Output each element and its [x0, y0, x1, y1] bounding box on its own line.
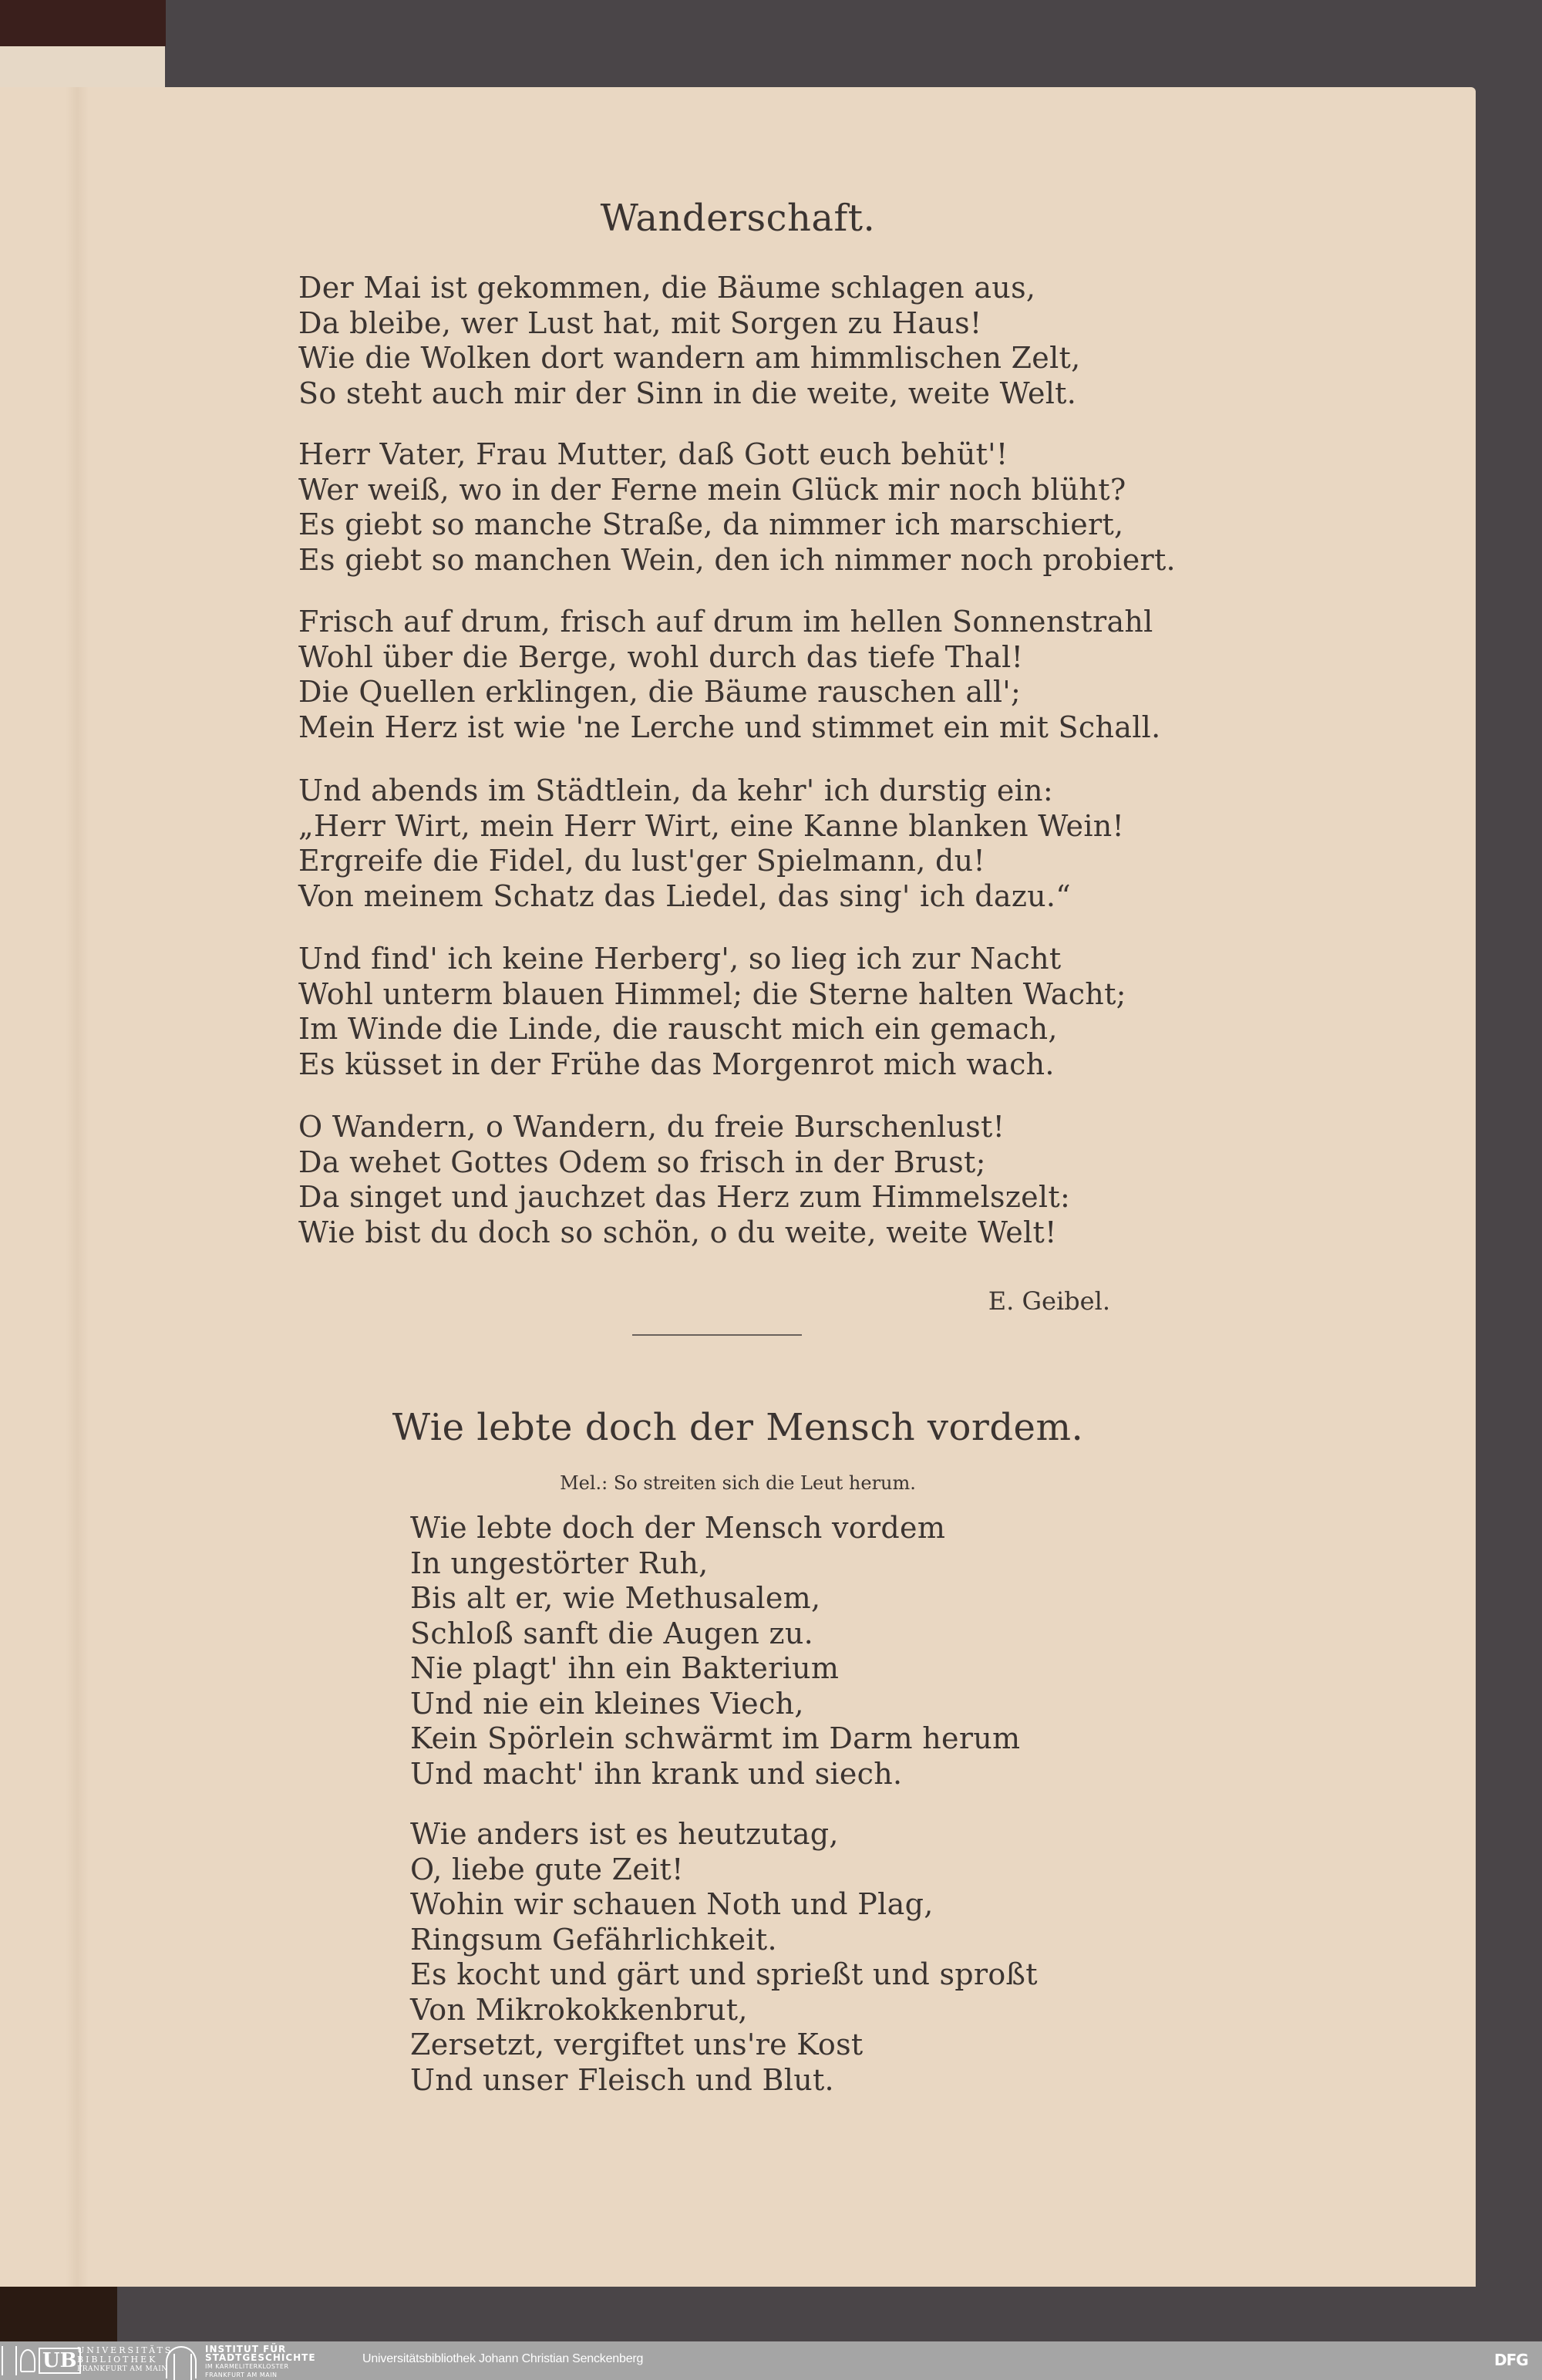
book-page — [0, 87, 1476, 2287]
verse-line: Und find' ich keine Herberg', so lieg ich zur Nacht — [298, 942, 1062, 976]
poem-author: E. Geibel. — [988, 1286, 1110, 1316]
ub-building-icon — [2, 2346, 17, 2375]
verse-line: Im Winde die Linde, die rauscht mich ein gemach, — [298, 1012, 1058, 1046]
verse-line: O Wandern, o Wandern, du freie Burschenlust! — [298, 1110, 1005, 1144]
ub-letters: UB — [39, 2348, 81, 2374]
verse-line: Wohin wir schauen Noth und Plag, — [410, 1887, 934, 1921]
poem-title: Wie lebte doch der Mensch vordem. — [392, 1406, 1084, 1449]
ub-line3: FRANKFURT AM MAIN — [77, 2365, 168, 2373]
verse-line: Ringsum Gefährlichkeit. — [410, 1922, 777, 1957]
verse-line: O, liebe gute Zeit! — [410, 1852, 684, 1886]
verse-line: Ergreife die Fidel, du lust'ger Spielmann, du! — [298, 844, 985, 878]
verse-line: Es küsset in der Frühe das Morgenrot mich wach. — [298, 1047, 1055, 1081]
poem-stanza — [298, 1110, 1070, 1250]
isg-line1: INSTITUT FÜR — [205, 2344, 287, 2355]
verse-line: Da bleibe, wer Lust hat, mit Sorgen zu Haus! — [298, 305, 982, 340]
poem-stanza — [410, 1817, 1038, 2098]
isg-logo-text — [205, 2345, 316, 2379]
verse-line: Mein Herz ist wie 'ne Lerche und stimmet ein mit Schall. — [298, 710, 1161, 744]
book-binding-top — [0, 0, 166, 46]
previous-page-edge — [0, 46, 165, 88]
isg-line2: STADTGESCHICHTE — [205, 2352, 316, 2363]
verse-line: Da singet und jauchzet das Herz zum Himmelszelt: — [298, 1180, 1071, 1214]
verse-line: So steht auch mir der Sinn in die weite, weite Welt. — [298, 376, 1077, 410]
page-gutter — [66, 87, 89, 2287]
verse-line: Wer weiß, wo in der Ferne mein Glück mir noch blüht? — [298, 472, 1126, 507]
isg-line4: FRANKFURT AM MAIN — [205, 2372, 278, 2378]
verse-line: Herr Vater, Frau Mutter, daß Gott euch behüt'! — [298, 437, 1008, 471]
verse-line: Da wehet Gottes Odem so frisch in der Brust; — [298, 1144, 986, 1179]
dfg-logo[interactable]: DFG — [1494, 2351, 1528, 2369]
verse-line: Wie die Wolken dort wandern am himmlischen Zelt, — [298, 341, 1081, 375]
poem-stanza — [298, 605, 1160, 745]
ub-line2: BIBLIOTHEK — [77, 2355, 158, 2365]
poem-stanza — [298, 437, 1176, 578]
ub-line1: UNIVERSITÄTS — [77, 2345, 173, 2355]
verse-line: „Herr Wirt, mein Herr Wirt, eine Kanne blanken Wein! — [298, 808, 1125, 843]
verse-line: Von meinem Schatz das Liedel, das sing' ich dazu.“ — [298, 878, 1072, 913]
isg-line3: IM KARMELITERKLOSTER — [205, 2363, 289, 2370]
verse-line: Wohl unterm blauen Himmel; die Sterne halten Wacht; — [298, 976, 1126, 1011]
verse-line: Kein Spörlein schwärmt im Darm herum — [410, 1721, 1021, 1755]
verse-line: Und abends im Städtlein, da kehr' ich durstig ein: — [298, 774, 1053, 807]
poem-stanza — [298, 774, 1124, 914]
verse-line: Schloß sanft die Augen zu. — [410, 1616, 814, 1650]
ub-logo[interactable] — [2, 2345, 81, 2376]
poem-title: Wanderschaft. — [600, 197, 876, 240]
verse-line: Der Mai ist gekommen, die Bäume schlagen aus, — [298, 271, 1036, 305]
library-name: Universitätsbibliothek Johann Christian Senckenberg — [362, 2352, 644, 2365]
poem-stanza — [298, 942, 1126, 1082]
footer-bar — [0, 2341, 1542, 2380]
arch-icon[interactable] — [166, 2346, 197, 2378]
verse-line: Die Quellen erklingen, die Bäume rauschen all'; — [298, 675, 1022, 709]
verse-line: Bis alt er, wie Methusalem, — [410, 1581, 821, 1615]
verse-line: Es kocht und gärt und sprießt und sproßt — [410, 1957, 1038, 1991]
portrait-icon — [20, 2349, 35, 2372]
verse-line: Wohl über die Berge, wohl durch das tiefe Thal! — [298, 639, 1024, 674]
verse-line: Frisch auf drum, frisch auf drum im hellen Sonnenstrahl — [298, 605, 1153, 639]
verse-line: In ungestörter Ruh, — [410, 1546, 709, 1580]
ub-logo-text — [77, 2346, 173, 2374]
verse-line: Und unser Fleisch und Blut. — [410, 2062, 834, 2097]
verse-line: Und macht' ihn krank und siech. — [410, 1756, 903, 1791]
verse-line: Von Mikrokokkenbrut, — [410, 1992, 748, 2027]
poem-stanza — [410, 1511, 1020, 1792]
verse-line: Und nie ein kleines Viech, — [410, 1686, 804, 1721]
section-divider — [632, 1334, 802, 1336]
verse-line: Wie bist du doch so schön, o du weite, weite Welt! — [298, 1215, 1057, 1249]
verse-line: Wie anders ist es heutzutag, — [410, 1817, 839, 1851]
verse-line: Zersetzt, vergiftet uns're Kost — [410, 2028, 864, 2061]
melody-note: Mel.: So streiten sich die Leut herum. — [560, 1472, 916, 1494]
verse-line: Nie plagt' ihn ein Bakterium — [410, 1651, 840, 1685]
verse-line: Es giebt so manchen Wein, den ich nimmer noch probiert. — [298, 542, 1176, 577]
poem-stanza — [298, 271, 1081, 411]
verse-line: Wie lebte doch der Mensch vordem — [410, 1511, 946, 1545]
verse-line: Es giebt so manche Straße, da nimmer ich marschiert, — [298, 507, 1124, 541]
